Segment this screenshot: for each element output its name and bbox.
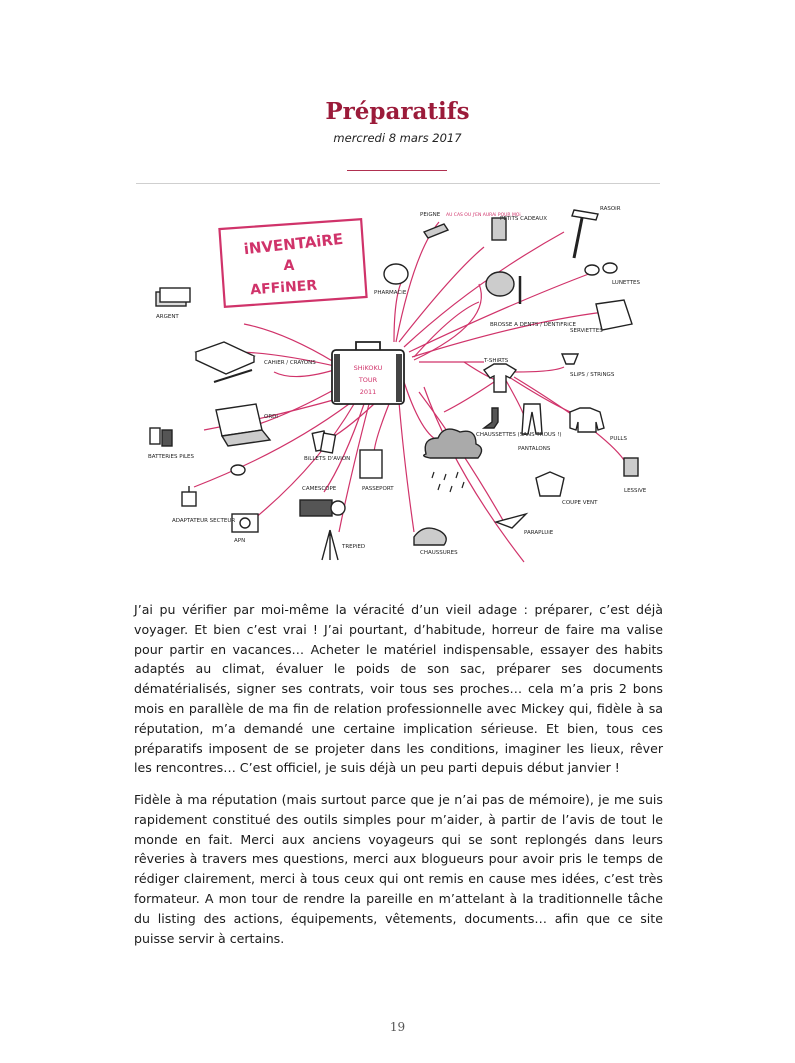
title-divider (347, 170, 447, 171)
sweater-icon (570, 408, 604, 432)
header-rule (136, 183, 660, 184)
label-batteries: BATTERiES PiLES (148, 454, 195, 460)
box-line-3: AFFiNER (249, 277, 318, 299)
label-chaussures: CHAUSSURES (420, 550, 458, 556)
suitcase-line-3: 2011 (359, 388, 377, 396)
detergent-icon (624, 458, 638, 476)
suitcase-line-2: TOUR (358, 376, 378, 384)
sunglasses-icon (585, 263, 617, 275)
mouse-icon (231, 465, 245, 475)
suitcase-line-1: SHiKOKU (353, 364, 383, 372)
laptop-icon (216, 404, 270, 446)
label-trepied: TREPiED (342, 544, 366, 550)
cloud-icon (424, 429, 482, 458)
plug-adapter-icon (182, 486, 196, 506)
label-lessive: LESSiVE (624, 488, 647, 494)
underwear-icon (562, 354, 578, 364)
razor-icon (572, 210, 598, 258)
label-billets: BiLLETS D'AViON (304, 456, 351, 462)
page-title: Préparatifs (325, 98, 470, 125)
passport-icon (360, 450, 382, 478)
label-ordi: ORDi (264, 414, 278, 420)
tripod-icon (322, 530, 338, 560)
label-lunettes: LUNETTES (612, 280, 640, 286)
paragraph-1: J’ai pu vérifier par moi-même la véracité d’un vieil adage : préparer, c’est déjà voyager. Et bien c’est vrai ! J’ai pourtant, d’habitude, horreur de faire ma valise pour partir en vacances… Acheter le matériel indispensable, essayer des habits adaptés au climat, évaluer le poids de son sac, préparer ses documents dématérialisés, signer ses contrats, voir tous ses proches… cela m’a pris 2 bons mois en parallèle de ma fin de relation professionnelle avec Mickey qui, fidèle à sa réputation, m’a demandé une certaine implication sérieuse. Et bien, tous ces préparatifs imposent de se projeter dans les conditions, imaginer les lieux, rêver les rencontres… C’est officiel, je suis déjà un peu parti depuis début janvier ! (134, 602, 663, 776)
label-peigne-note: AU CAS OU J'EN AURAi POUR MOi (446, 213, 521, 218)
label-pulls: PULLS (610, 436, 627, 442)
money-icon (156, 288, 190, 306)
rain-drops-icon (432, 472, 464, 492)
connector-lines (194, 222, 624, 562)
box-line-1: iNVENTAiRE (242, 229, 345, 259)
label-petits-cadeaux: PETiTS CADEAUX (500, 216, 547, 222)
notebook-icon (196, 342, 254, 374)
pants-icon (522, 404, 542, 434)
label-rasoir: RASOiR (600, 206, 621, 212)
camera-icon (232, 514, 258, 532)
camcorder-icon (300, 500, 345, 516)
socks-icon (484, 408, 498, 428)
label-peigne: PEiGNE (420, 212, 441, 218)
label-pantalons: PANTALONS (518, 446, 551, 452)
suitcase-icon (332, 342, 404, 404)
shoes-icon (414, 528, 446, 545)
jacket-icon (536, 472, 564, 496)
label-cahier: CAHiER / CRAYONS (264, 360, 316, 366)
batteries-icon (150, 428, 172, 446)
label-chaussettes: CHAUSSETTES (SANS TROUS !) (476, 432, 562, 438)
label-pharmacie: PHARMACiE (374, 290, 407, 296)
box-line-2: A (283, 258, 295, 274)
paragraph-2: Fidèle à ma réputation (mais surtout parce que je n’ai pas de mémoire), je me suis rapidement constitué des outils simples pour m’aider, à partir de l’avis de tout le monde en fait. Merci aux anciens voyageurs qui se sont replongés dans leurs rêveries à travers mes questions, merci aux blogueurs pour avoir pris le temps de rédiger clairement, merci à tous ceux qui ont remis en cause mes idées, c’est très formateur. A mon tour de rendre la pareille en m’attelant à la traditionnelle tâche du listing des actions, équipements, vêtements, documents… afin que ce site puisse servir à certains. (134, 792, 663, 946)
label-adaptateur: ADAPTATEUR SECTEUR (172, 518, 236, 524)
label-passeport: PASSEPORT (362, 486, 394, 492)
label-argent: ARGENT (156, 314, 179, 320)
towel-icon (596, 300, 632, 330)
label-slips: SLiPS / STRiNGS (570, 372, 615, 378)
plane-tickets-icon (312, 431, 335, 453)
toothbrush-icon (486, 272, 520, 304)
label-serviettes: SERViETTES (570, 328, 603, 334)
label-coupe-vent: COUPE VENT (562, 500, 598, 506)
label-brosse: BROSSE A DENTS / DENTiFRiCE (490, 322, 577, 328)
label-parapluie: PARAPLUiE (524, 530, 554, 536)
label-apn: APN (234, 538, 246, 544)
page-number: 19 (389, 1020, 406, 1034)
post-date: mercredi 8 mars 2017 (333, 131, 462, 145)
label-camescope: CAMESCOPE (302, 486, 337, 492)
todo-box (219, 219, 366, 307)
label-tshirts: T-SHiRTS (484, 358, 509, 364)
first-aid-kit-icon (384, 264, 408, 284)
inventory-sketch (134, 192, 662, 567)
